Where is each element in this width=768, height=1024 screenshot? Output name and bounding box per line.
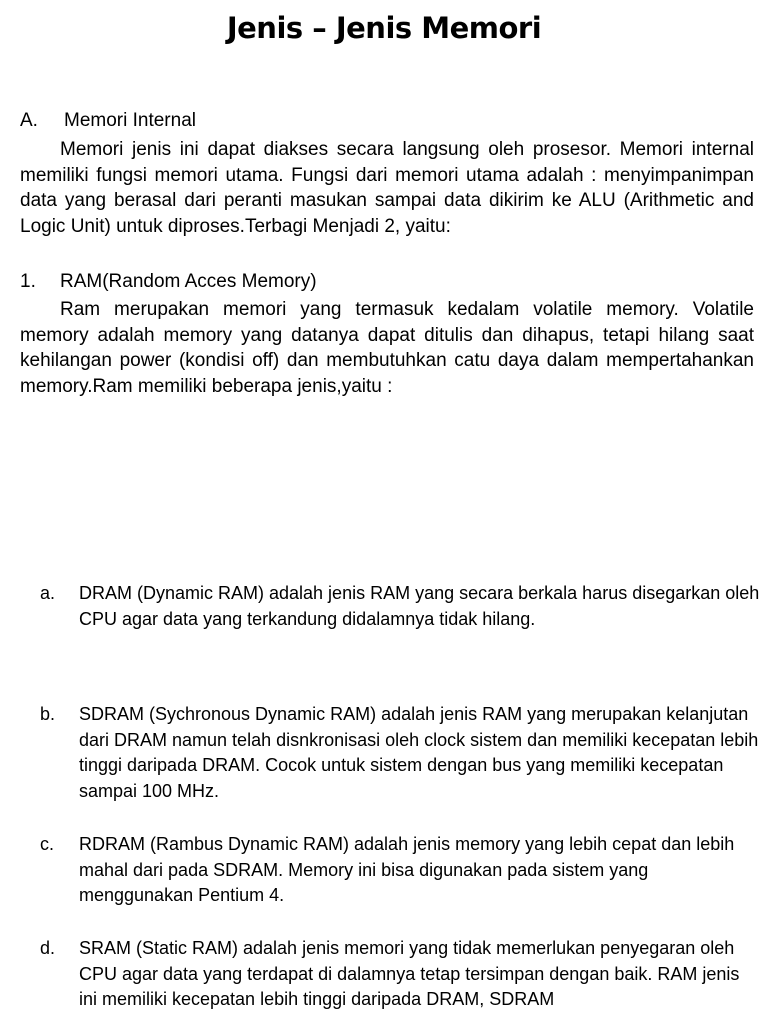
list-item-letter: b.: [40, 704, 56, 724]
intro-paragraph: Memori jenis ini dapat diakses secara langsung oleh prosesor. Memori internal memiliki fungsi memori utama. Fungsi dari memori utama adalah : menyimpanimpan data yang berasal dari peranti masukan sampai data dikirim ke ALU (Arithmetic and Logic Unit) untuk diproses.Terbagi Menjadi 2, yaitu:: [20, 139, 754, 237]
list-item-letter: a.: [40, 583, 56, 603]
section-heading-text: Memori Internal: [64, 110, 196, 131]
list-item-letter: d.: [40, 938, 56, 958]
list-item-text: SRAM (Static RAM) adalah jenis memori yang tidak memerlukan penyegaran oleh CPU agar data yang terdapat di dalamnya tetap tersimpan dengan baik. RAM jenis ini memiliki kecepatan lebih tinggi daripada DRAM, SDRAM: [79, 938, 740, 1010]
list-item-text: RDRAM (Rambus Dynamic RAM) adalah jenis memory yang lebih cepat dan lebih mahal dari pada SDRAM. Memory ini bisa digunakan pada sistem yang menggunakan Pentium 4.: [79, 834, 735, 906]
list-item: [40, 936, 760, 1013]
section-heading: [20, 108, 196, 134]
document-title: Jenis – Jenis Memori: [226, 11, 542, 45]
list-item: [40, 832, 760, 909]
list-item-letter: c.: [40, 834, 55, 854]
ram-paragraph: Ram merupakan memori yang termasuk kedalam volatile memory. Volatile memory adalah memory yang datanya dapat ditulis dan dihapus, tetapi hilang saat kehilangan power (kondisi off) dan membutuhkan catu daya dalam mempertahankan memory.Ram memiliki beberapa jenis,yaitu :: [20, 299, 754, 397]
list-item-text: SDRAM (Sychronous Dynamic RAM) adalah jenis RAM yang merupakan kelanjutan dari DRAM namun telah disnkronisasi oleh clock sistem dan memiliki kecepatan lebih tinggi daripada DRAM. Cocok untuk sistem dengan bus yang memiliki kecepatan sampai 100 MHz.: [79, 704, 759, 802]
list-item: [40, 702, 760, 805]
section-marker: A.: [20, 110, 38, 131]
list-item: [40, 581, 760, 632]
subsection-heading: [20, 269, 317, 295]
list-item-text: DRAM (Dynamic RAM) adalah jenis RAM yang secara berkala harus disegarkan oleh CPU agar data yang terkandung didalamnya tidak hilang.: [79, 583, 760, 629]
subsection-marker: 1.: [20, 271, 36, 292]
subsection-heading-text: RAM(Random Acces Memory): [60, 271, 317, 292]
